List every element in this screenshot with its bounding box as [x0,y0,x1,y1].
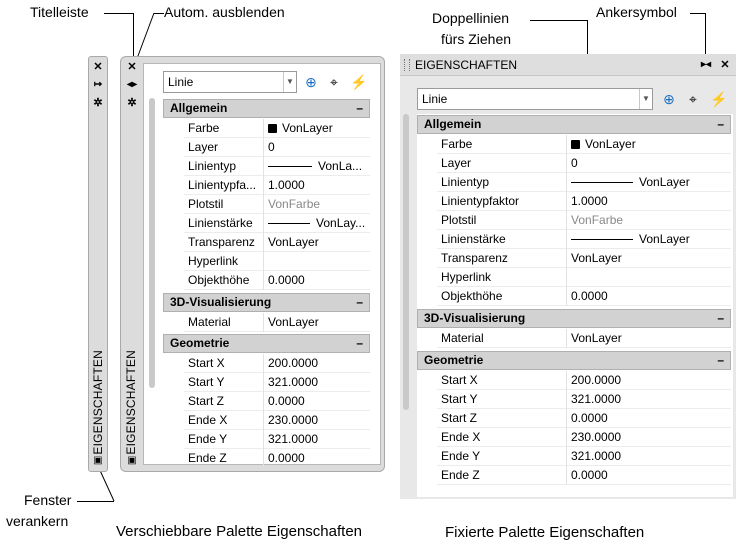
section-title: Geometrie [424,353,484,367]
property-row[interactable] [437,135,731,154]
property-label: Start Z [437,409,567,428]
palette-title[interactable]: EIGENSCHAFTEN [124,350,138,455]
property-row[interactable] [184,252,370,271]
property-label: Plotstil [184,195,264,214]
section-geometrie[interactable] [417,351,731,370]
section-title: 3D-Visualisierung [170,295,272,309]
property-row[interactable] [184,354,370,373]
property-value: 230.0000 [268,413,319,427]
property-row[interactable] [184,373,370,392]
anchor-icon[interactable]: ▸◂ [700,59,712,70]
settings-icon[interactable]: ✲ [93,97,103,109]
autohide-icon[interactable]: ◂▸ [126,79,138,90]
section-title: 3D-Visualisierung [424,311,526,325]
close-icon[interactable]: ✕ [93,61,103,73]
title-bar[interactable] [400,54,736,76]
property-value: 0.0000 [571,468,608,482]
pickadd-icon[interactable]: ⚡ [710,91,728,107]
object-type-value: Linie [168,75,194,89]
property-row[interactable] [437,249,731,268]
lineweight-preview [571,239,633,240]
chevron-down-icon: ▼ [639,89,652,109]
property-row[interactable] [437,447,731,466]
property-label: Transparenz [184,233,264,252]
hyperlink-value [567,268,735,287]
property-row[interactable] [437,371,731,390]
callout-doppellinien: Doppellinien [432,10,510,26]
floating-palette[interactable] [120,56,385,472]
property-row[interactable] [184,176,370,195]
property-label: Start X [437,371,567,390]
close-icon[interactable]: ✕ [720,59,730,71]
section-geometrie[interactable] [163,334,370,353]
section-allgemein[interactable] [163,99,370,118]
transparenz-value: VonLayer [268,235,319,249]
property-label: Layer [437,154,567,173]
palette-title[interactable]: EIGENSCHAFTEN [91,350,105,455]
section-title: Geometrie [170,336,230,350]
color-swatch [268,124,277,133]
property-label: Hyperlink [184,252,264,271]
linientypfaktor-value: 1.0000 [571,194,608,208]
collapse-icon[interactable]: – [717,117,724,131]
callout-verankern: verankern [6,513,69,529]
property-row[interactable] [437,287,731,306]
section-3d-visualisierung[interactable] [417,309,731,328]
layer-value: 0 [268,140,275,154]
linetype-preview [268,166,312,167]
property-row[interactable] [184,233,370,252]
drag-handle-icon[interactable] [404,59,410,71]
quick-select-icon[interactable]: ⊕ [663,91,675,107]
property-row[interactable] [184,392,370,411]
property-value: 200.0000 [268,356,319,370]
linientyp-value: VonLa... [318,159,363,173]
layer-value: 0 [571,156,578,170]
property-label: Material [437,329,567,348]
property-label: Farbe [184,119,264,138]
autohide-icon[interactable]: ↦ [93,79,103,90]
property-row[interactable] [184,411,370,430]
property-row[interactable] [437,192,731,211]
linienstaerke-value: VonLay... [316,216,366,230]
properties-panel [417,114,733,497]
material-value: VonLayer [571,331,622,345]
property-label: Objekthöhe [184,271,264,290]
object-type-value: Linie [422,92,448,106]
scrollbar[interactable] [403,114,409,410]
property-value: 321.0000 [268,432,319,446]
palette-title: EIGENSCHAFTEN [415,58,518,72]
property-row[interactable] [437,466,731,485]
property-label: Ende X [184,411,264,430]
callout-line [690,13,706,14]
property-label: Linientypfa... [184,176,264,195]
property-value: 200.0000 [571,373,622,387]
property-value: 0.0000 [571,411,608,425]
close-icon[interactable]: ✕ [127,61,137,73]
object-type-select[interactable] [417,88,653,110]
callout-line [530,20,588,21]
collapse-icon[interactable]: – [356,101,363,115]
property-row[interactable] [184,195,370,214]
scrollbar[interactable] [149,98,155,388]
select-objects-icon[interactable]: ⌖ [689,91,697,107]
dock-icon[interactable]: ▣ [127,455,137,466]
dock-icon[interactable]: ▣ [93,455,103,466]
property-label: Ende X [437,428,567,447]
property-row[interactable] [184,271,370,290]
callout-doppellinien-2: fürs Ziehen [441,31,512,47]
property-row[interactable] [184,138,370,157]
settings-icon[interactable]: ✲ [127,97,137,109]
property-label: Transparenz [437,249,567,268]
property-value: 321.0000 [571,392,622,406]
property-row[interactable] [184,119,370,138]
farbe-value: VonLayer [585,137,636,151]
caption-right: Fixierte Palette Eigenschaften [445,524,645,541]
property-label: Ende Z [437,466,567,485]
property-label: Plotstil [437,211,567,230]
plotstil-value: VonFarbe [268,197,321,211]
callout-line [587,20,588,54]
collapse-icon[interactable]: – [356,336,363,350]
transparenz-value: VonLayer [571,251,622,265]
property-value [567,135,735,154]
collapsed-palette[interactable] [88,56,108,472]
property-label: Layer [184,138,264,157]
property-value [264,214,374,233]
property-value [567,230,735,249]
property-label: Start X [184,354,264,373]
property-row[interactable] [184,157,370,176]
property-row[interactable] [437,268,731,287]
property-label: Linienstärke [184,214,264,233]
property-row[interactable] [437,230,731,249]
pickadd-icon[interactable]: ⚡ [350,74,368,90]
property-label: Start Z [184,392,264,411]
property-row[interactable] [184,430,370,449]
property-row[interactable] [437,329,731,348]
property-label: Material [184,313,264,332]
property-value [264,157,374,176]
section-title: Allgemein [424,117,482,131]
fixed-palette[interactable] [400,54,736,499]
collapse-icon[interactable]: – [717,353,724,367]
property-label: Hyperlink [437,268,567,287]
property-label: Objekthöhe [437,287,567,306]
property-row[interactable] [437,173,731,192]
linienstaerke-value: VonLayer [639,232,690,246]
select-objects-icon[interactable]: ⌖ [330,74,338,90]
callout-autom-ausblenden: Autom. ausblenden [164,4,285,20]
property-label: Start Y [184,373,264,392]
object-type-select[interactable] [163,71,297,93]
property-value: 321.0000 [268,375,319,389]
property-label: Ende Z [184,449,264,468]
property-row[interactable] [437,428,731,447]
chevron-down-icon: ▼ [283,72,296,92]
objekthoehe-value: 0.0000 [571,289,608,303]
property-row[interactable] [437,409,731,428]
callout-titelleiste: Titelleiste [30,4,89,20]
property-label: Linientyp [184,157,264,176]
property-value [264,119,374,138]
section-3d-visualisierung[interactable] [163,293,370,312]
property-row[interactable] [184,313,370,332]
property-label: Linientypfaktor [437,192,567,211]
property-label: Farbe [437,135,567,154]
property-row[interactable] [437,211,731,230]
plotstil-value: VonFarbe [571,213,624,227]
section-allgemein[interactable] [417,115,731,134]
property-label: Ende Y [184,430,264,449]
lineweight-preview [268,223,310,224]
material-value: VonLayer [268,315,319,329]
linientypfaktor-value: 1.0000 [268,178,305,192]
property-value [567,173,735,192]
callout-fenster: Fenster [24,492,72,508]
property-label: Start Y [437,390,567,409]
property-value: 0.0000 [268,394,305,408]
collapse-icon[interactable]: – [717,311,724,325]
linientyp-value: VonLayer [639,175,690,189]
property-value: 0.0000 [268,451,305,465]
farbe-value: VonLayer [282,121,333,135]
property-label: Linienstärke [437,230,567,249]
linetype-preview [571,182,633,183]
collapse-icon[interactable]: – [356,295,363,309]
property-label: Linientyp [437,173,567,192]
property-value: 321.0000 [571,449,622,463]
property-row[interactable] [437,154,731,173]
properties-panel [143,63,381,465]
caption-left: Verschiebbare Palette Eigenschaften [116,523,362,540]
property-row[interactable] [184,449,370,468]
property-value: 230.0000 [571,430,622,444]
section-title: Allgemein [170,101,228,115]
callout-ankersymbol: Ankersymbol [596,4,677,20]
quick-select-icon[interactable]: ⊕ [305,74,317,90]
property-row[interactable] [437,390,731,409]
property-label: Ende Y [437,447,567,466]
hyperlink-value [264,252,374,271]
objekthoehe-value: 0.0000 [268,273,305,287]
color-swatch [571,140,580,149]
callout-line [705,13,706,57]
property-row[interactable] [184,214,370,233]
